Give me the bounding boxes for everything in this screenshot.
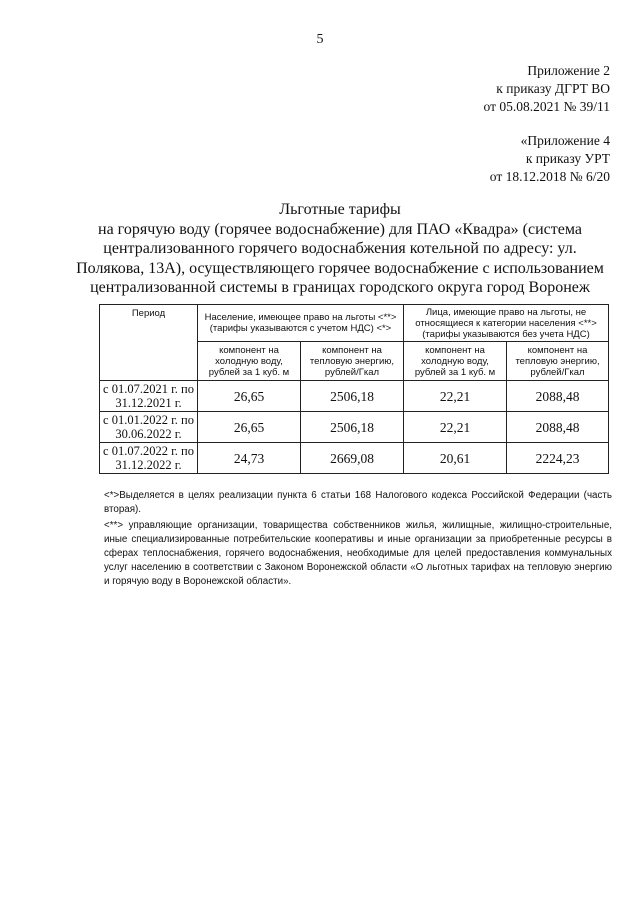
title-line5: централизованной системы в границах городского округа город Воронеж [90,279,590,296]
value-cell: 22,21 [404,381,507,412]
cold-water-header: компонент на холодную воду, рублей за 1 куб. м [404,342,507,381]
value-cell: 2506,18 [301,412,404,443]
value-cell: 2088,48 [507,381,609,412]
footnote-vat: <*>Выделяется в целях реализации пункта 6 статьи 168 Налогового кодекса Российской Федерации (часть вторая). [104,490,612,515]
title-line3: централизованного горячего водоснабжения котельной по адресу: ул. [103,240,577,257]
heat-energy-header: компонент на тепловую энергию, рублей/Гкал [507,342,609,381]
cold-water-header: компонент на холодную воду, рублей за 1 куб. м [198,342,301,381]
period-cell: с 01.07.2022 г. по 31.12.2022 г. [100,443,198,474]
value-cell: 26,65 [198,381,301,412]
title-line4: Полякова, 13А), осуществляющего горячее водоснабжение с использованием [76,259,604,277]
heat-energy-header: компонент на тепловую энергию, рублей/Гкал [301,342,404,381]
value-cell: 2669,08 [301,443,404,474]
value-cell: 24,73 [198,443,301,474]
footnotes [104,489,612,591]
title-line1: Льготные тарифы [279,201,401,218]
value-cell: 26,65 [198,412,301,443]
footnote-organizations: <**> управляющие организации, товарищества собственников жилья, жилищные, жилищно-строительные, иные специализированные потребительские кооперативы и иные организации за приобретенные ресурсы в сферах теплоснабжения, горячего водоснабжения, необходимые для целей предоставления коммунальных услуг населению в соответствии с Законом Воронежской области «О льготных тарифах на тепловую энергию и горячую воду в Воронежской области». [104,520,612,587]
appendix-original-line3: от 18.12.2018 № 6/20 [489,169,610,184]
period-header: Период [100,305,198,381]
non-population-group-header: Лица, имеющие право на льготы, не относящиеся к категории населения <**> (тарифы указываются без учета НДС) [404,305,609,342]
table-row [100,381,609,412]
appendix-original-line2: к приказу УРТ [525,151,610,166]
period-cell: с 01.07.2021 г. по 31.12.2021 г. [100,381,198,412]
appendix-current-line3: от 05.08.2021 № 39/11 [483,99,610,114]
value-cell: 2224,23 [507,443,609,474]
value-cell: 2506,18 [301,381,404,412]
page-number: 5 [316,32,324,47]
title-line2: на горячую воду (горячее водоснабжение) для ПАО «Квадра» (система [98,220,582,238]
appendix-current-header [484,62,610,116]
appendix-original-line1: «Приложение 4 [520,133,610,148]
appendix-current-line2: к приказу ДГРТ ВО [496,81,610,96]
value-cell: 20,61 [404,443,507,474]
population-group-header: Население, имеющее право на льготы <**> (тарифы указываются с учетом НДС) <*> [198,305,404,342]
appendix-original-header [490,132,610,186]
document-title [60,200,620,298]
value-cell: 2088,48 [507,412,609,443]
appendix-current-line1: Приложение 2 [527,63,610,78]
table-row [100,443,609,474]
value-cell: 22,21 [404,412,507,443]
period-cell: с 01.01.2022 г. по 30.06.2022 г. [100,412,198,443]
tariffs-table [99,304,609,474]
table-row [100,412,609,443]
